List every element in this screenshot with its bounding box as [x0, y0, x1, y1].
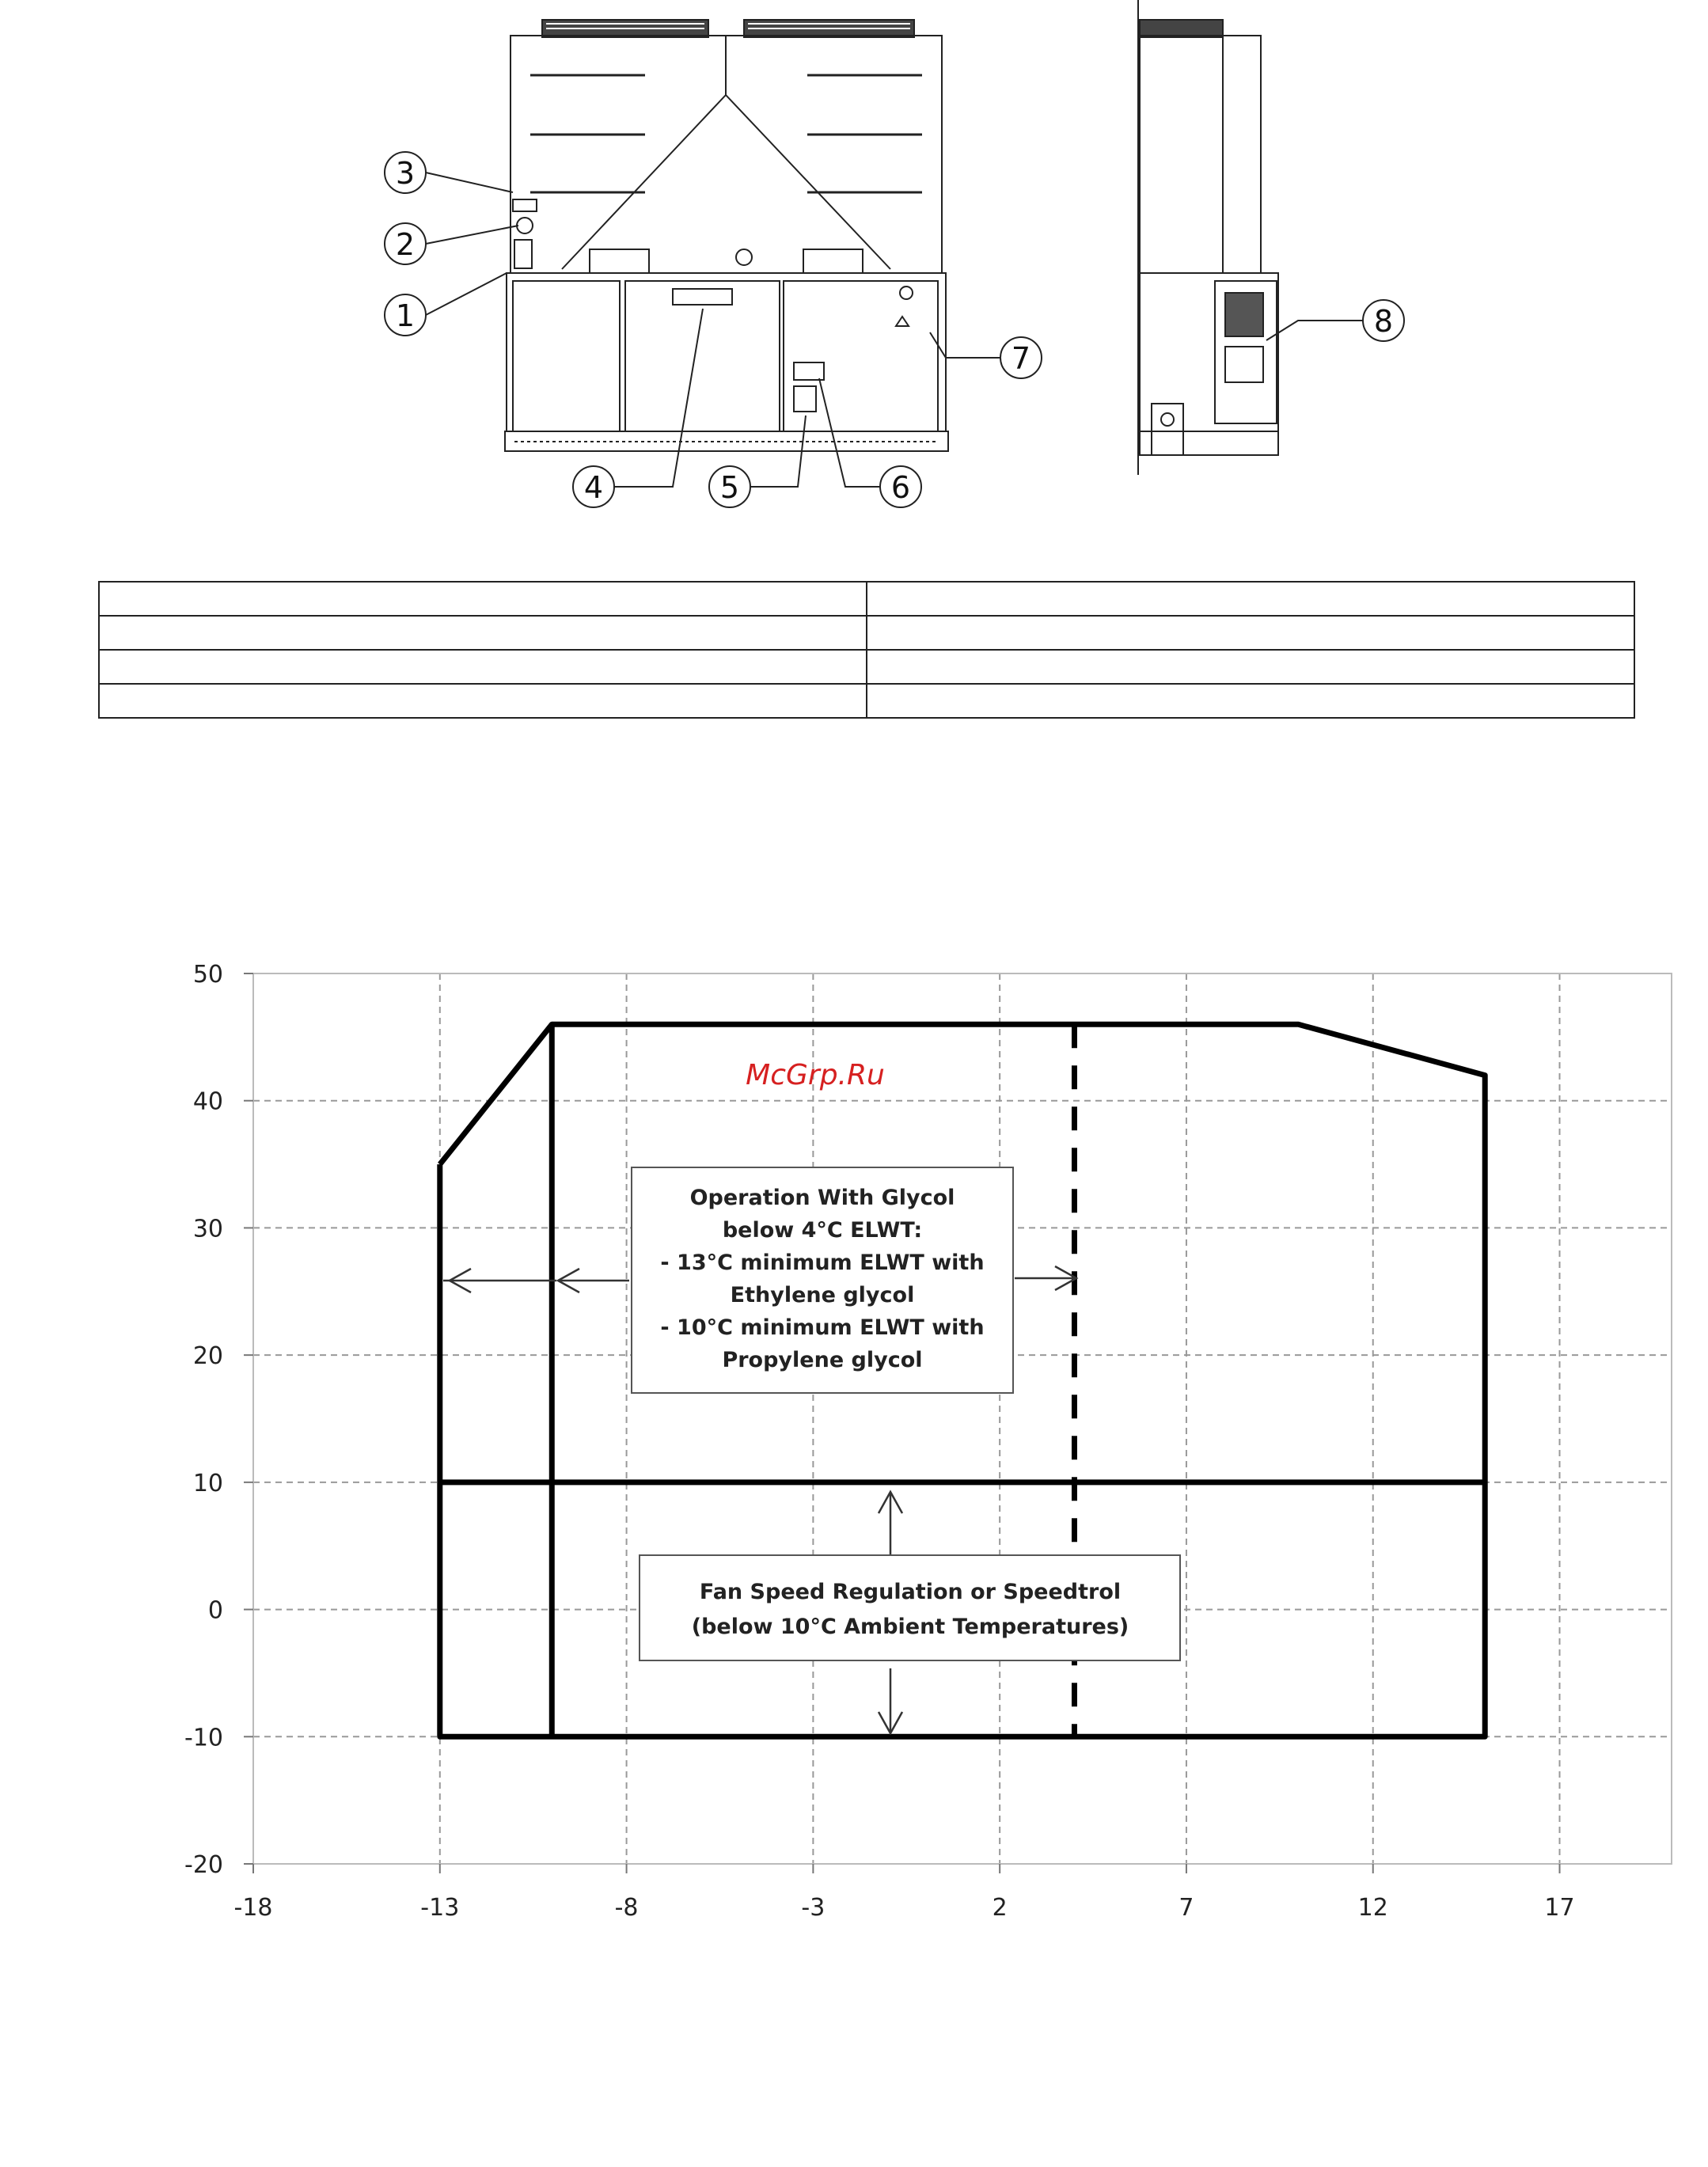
x-tick-label: 12	[1357, 1894, 1388, 1922]
svg-text:4: 4	[583, 470, 604, 505]
svg-text:below 4°C ELWT:: below 4°C ELWT:	[722, 1218, 923, 1243]
y-tick-label: 30	[192, 1215, 223, 1243]
svg-text:8: 8	[1373, 304, 1394, 339]
y-tick-label: 40	[192, 1087, 223, 1116]
svg-text:5: 5	[719, 470, 740, 505]
x-tick-label: 2	[992, 1894, 1008, 1922]
svg-text:- 10°C minimum ELWT with: - 10°C minimum ELWT with	[660, 1315, 985, 1340]
svg-text:6: 6	[890, 470, 911, 505]
x-axis-ticks	[234, 1864, 1575, 1922]
arrow-left-inner	[558, 1269, 629, 1292]
svg-text:Ethylene glycol: Ethylene glycol	[730, 1283, 915, 1307]
fan-speed-annotation	[640, 1555, 1180, 1660]
y-tick-label: -10	[184, 1724, 223, 1752]
x-tick-label: 17	[1544, 1894, 1575, 1922]
watermark-text: McGrp.Ru	[746, 1059, 885, 1091]
svg-text:2: 2	[395, 227, 416, 262]
svg-text:7: 7	[1011, 341, 1031, 376]
arrow-down	[879, 1668, 902, 1733]
y-tick-label: -20	[184, 1851, 223, 1879]
y-axis-ticks	[184, 961, 253, 1879]
y-tick-label: 0	[207, 1596, 223, 1625]
x-tick-label: -13	[420, 1894, 460, 1922]
y-tick-label: 50	[192, 961, 223, 989]
svg-text:- 13°C minimum ELWT with: - 13°C minimum ELWT with	[660, 1250, 985, 1275]
svg-text:(below 10°C Ambient Temperatur: (below 10°C Ambient Temperatures)	[691, 1615, 1129, 1639]
svg-text:3: 3	[395, 156, 416, 191]
x-tick-label: -8	[614, 1894, 639, 1922]
x-tick-label: -3	[801, 1894, 826, 1922]
arrow-left-outer	[443, 1269, 556, 1292]
svg-text:Propylene glycol: Propylene glycol	[722, 1348, 923, 1372]
x-tick-label: 7	[1179, 1894, 1194, 1922]
svg-text:Operation With Glycol: Operation With Glycol	[689, 1186, 955, 1210]
y-tick-label: 10	[192, 1469, 223, 1497]
plot-frame	[253, 973, 1672, 1864]
glycol-annotation	[632, 1167, 1013, 1393]
svg-text:Fan Speed Regulation or Speedt: Fan Speed Regulation or Speedtrol	[699, 1580, 1122, 1604]
x-tick-label: -18	[233, 1894, 273, 1922]
arrow-right	[1015, 1266, 1076, 1290]
arrow-up	[879, 1492, 902, 1555]
chart-grid	[253, 973, 1672, 1864]
svg-text:1: 1	[395, 298, 416, 333]
y-tick-label: 20	[192, 1342, 223, 1371]
